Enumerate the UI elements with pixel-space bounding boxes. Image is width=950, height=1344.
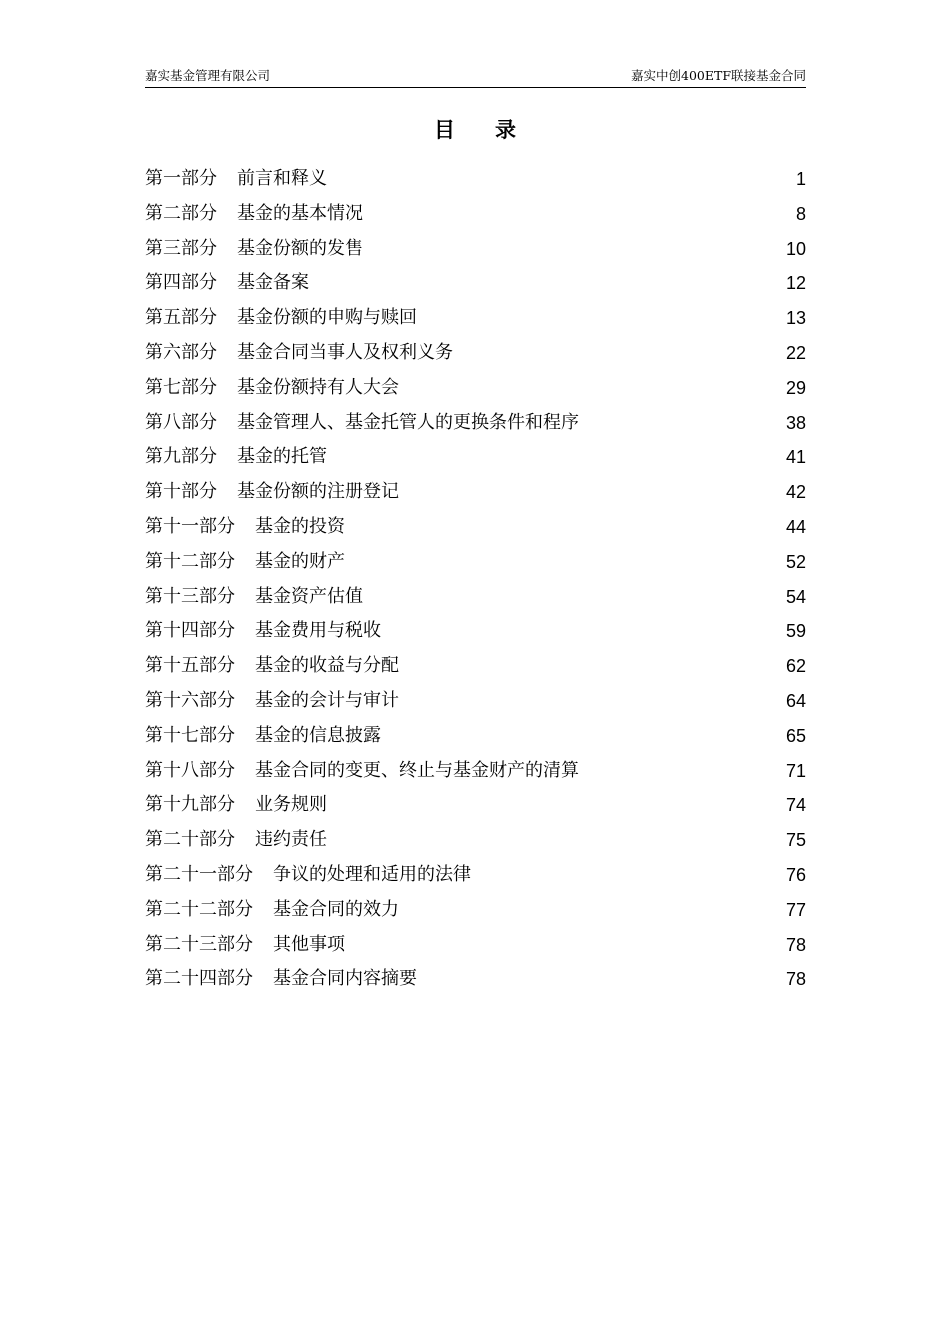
- toc-page-number: 71: [785, 760, 806, 781]
- toc-page-number: 64: [785, 690, 806, 711]
- toc-page-number: 44: [785, 516, 806, 537]
- toc-section-title: 基金合同当事人及权利义务: [237, 341, 453, 363]
- toc-entry[interactable]: [145, 719, 806, 754]
- toc-entry[interactable]: [145, 406, 806, 441]
- toc-part-label: 第一部分: [145, 168, 217, 189]
- toc-section-title: 基金备案: [237, 272, 309, 294]
- toc-section-title: 基金资产估值: [255, 585, 363, 607]
- toc-entry[interactable]: [145, 440, 806, 475]
- toc-page-number: 59: [785, 621, 806, 642]
- toc-section-title: 基金的基本情况: [237, 202, 363, 224]
- toc-entry[interactable]: [145, 649, 806, 684]
- toc-entry[interactable]: [145, 858, 806, 893]
- table-of-contents: [145, 162, 806, 997]
- toc-section-title: 基金的收益与分配: [255, 655, 399, 677]
- toc-page-number: 65: [785, 725, 806, 746]
- toc-part-label: 第十五部分: [145, 655, 235, 677]
- toc-entry[interactable]: [145, 232, 806, 267]
- toc-part-label: 第八部分: [145, 411, 217, 433]
- toc-page-number: 52: [785, 551, 806, 572]
- toc-section-title: 业务规则: [255, 794, 327, 816]
- toc-section-title: 基金的财产: [255, 550, 345, 572]
- toc-entry[interactable]: [145, 823, 806, 858]
- header-document-name: 嘉实中创400ETF联接基金合同: [631, 68, 806, 83]
- header-company-name: 嘉实基金管理有限公司: [145, 68, 271, 83]
- page-header: [145, 67, 806, 88]
- toc-page-number: 38: [785, 412, 806, 433]
- toc-part-label: 第二十部分: [145, 829, 235, 851]
- toc-entry[interactable]: [145, 580, 806, 615]
- toc-part-label: 第十二部分: [145, 550, 235, 572]
- toc-part-label: 第二十三部分: [145, 933, 253, 955]
- toc-section-title: 基金管理人、基金托管人的更换条件和程序: [237, 411, 579, 433]
- toc-part-label: 第二部分: [145, 202, 217, 224]
- toc-part-label: 第十四部分: [145, 620, 235, 642]
- toc-part-label: 第三部分: [145, 237, 217, 259]
- toc-page-number: 12: [785, 273, 806, 294]
- toc-part-label: 第二十二部分: [145, 898, 253, 920]
- toc-part-label: 第六部分: [145, 341, 217, 363]
- toc-section-title: 基金合同的效力: [273, 898, 399, 920]
- toc-page-number: 77: [785, 899, 806, 920]
- toc-entry[interactable]: [145, 510, 806, 545]
- toc-part-label: 第十部分: [145, 481, 217, 503]
- toc-section-title: 基金份额的发售: [237, 237, 363, 259]
- toc-entry[interactable]: [145, 301, 806, 336]
- page-title: 目录: [434, 118, 556, 142]
- toc-section-title: 基金合同的变更、终止与基金财产的清算: [255, 759, 579, 781]
- toc-section-title: 基金份额的申购与赎回: [237, 307, 417, 329]
- toc-part-label: 第二十一部分: [145, 863, 253, 885]
- toc-page-number: 54: [785, 586, 806, 607]
- toc-entry[interactable]: [145, 197, 806, 232]
- toc-page-number: 75: [785, 830, 806, 851]
- toc-part-label: 第十八部分: [145, 759, 235, 781]
- toc-page-number: 10: [785, 238, 806, 259]
- toc-entry[interactable]: [145, 788, 806, 823]
- toc-part-label: 第四部分: [145, 272, 217, 294]
- toc-section-title: 基金的托管: [237, 446, 327, 468]
- toc-part-label: 第十六部分: [145, 689, 235, 711]
- toc-entry[interactable]: [145, 371, 806, 406]
- toc-entry[interactable]: [145, 336, 806, 371]
- toc-section-title: 基金的信息披露: [255, 724, 381, 746]
- toc-section-title: 其他事项: [273, 933, 345, 955]
- toc-entry[interactable]: [145, 475, 806, 510]
- toc-entry[interactable]: [145, 684, 806, 719]
- toc-page-number: 8: [795, 203, 806, 224]
- toc-part-label: 第七部分: [145, 376, 217, 398]
- toc-section-title: 基金份额持有人大会: [237, 376, 399, 398]
- toc-page-number: 78: [785, 934, 806, 955]
- toc-part-label: 第十七部分: [145, 724, 235, 746]
- toc-page-number: 74: [785, 795, 806, 816]
- toc-page-number: 62: [785, 656, 806, 677]
- toc-section-title: 基金合同内容摘要: [273, 968, 417, 990]
- toc-section-title: 基金份额的注册登记: [237, 481, 399, 503]
- toc-entry[interactable]: [145, 266, 806, 301]
- toc-entry[interactable]: [145, 545, 806, 580]
- toc-entry[interactable]: [145, 614, 806, 649]
- toc-section-title: 前言和释义: [237, 168, 327, 189]
- toc-part-label: 第十一部分: [145, 515, 235, 537]
- toc-entry[interactable]: [145, 962, 806, 997]
- toc-section-title: 基金费用与税收: [255, 620, 381, 642]
- toc-section-title: 争议的处理和适用的法律: [273, 863, 471, 885]
- toc-part-label: 第十三部分: [145, 585, 235, 607]
- toc-entry[interactable]: [145, 928, 806, 963]
- toc-part-label: 第二十四部分: [145, 968, 253, 990]
- toc-section-title: 违约责任: [255, 829, 327, 851]
- toc-entry[interactable]: [145, 162, 806, 197]
- toc-page-number: 42: [785, 482, 806, 503]
- toc-entry[interactable]: [145, 754, 806, 789]
- toc-section-title: 基金的会计与审计: [255, 689, 399, 711]
- toc-page-number: 41: [785, 447, 806, 468]
- toc-page-number: 1: [795, 169, 806, 189]
- toc-page-number: 76: [785, 864, 806, 885]
- toc-page-number: 22: [785, 342, 806, 363]
- toc-page-number: 13: [785, 308, 806, 329]
- toc-part-label: 第九部分: [145, 446, 217, 468]
- toc-page-number: 78: [785, 969, 806, 990]
- toc-entry[interactable]: [145, 893, 806, 928]
- toc-part-label: 第十九部分: [145, 794, 235, 816]
- toc-part-label: 第五部分: [145, 307, 217, 329]
- toc-section-title: 基金的投资: [255, 515, 345, 537]
- toc-page-number: 29: [785, 377, 806, 398]
